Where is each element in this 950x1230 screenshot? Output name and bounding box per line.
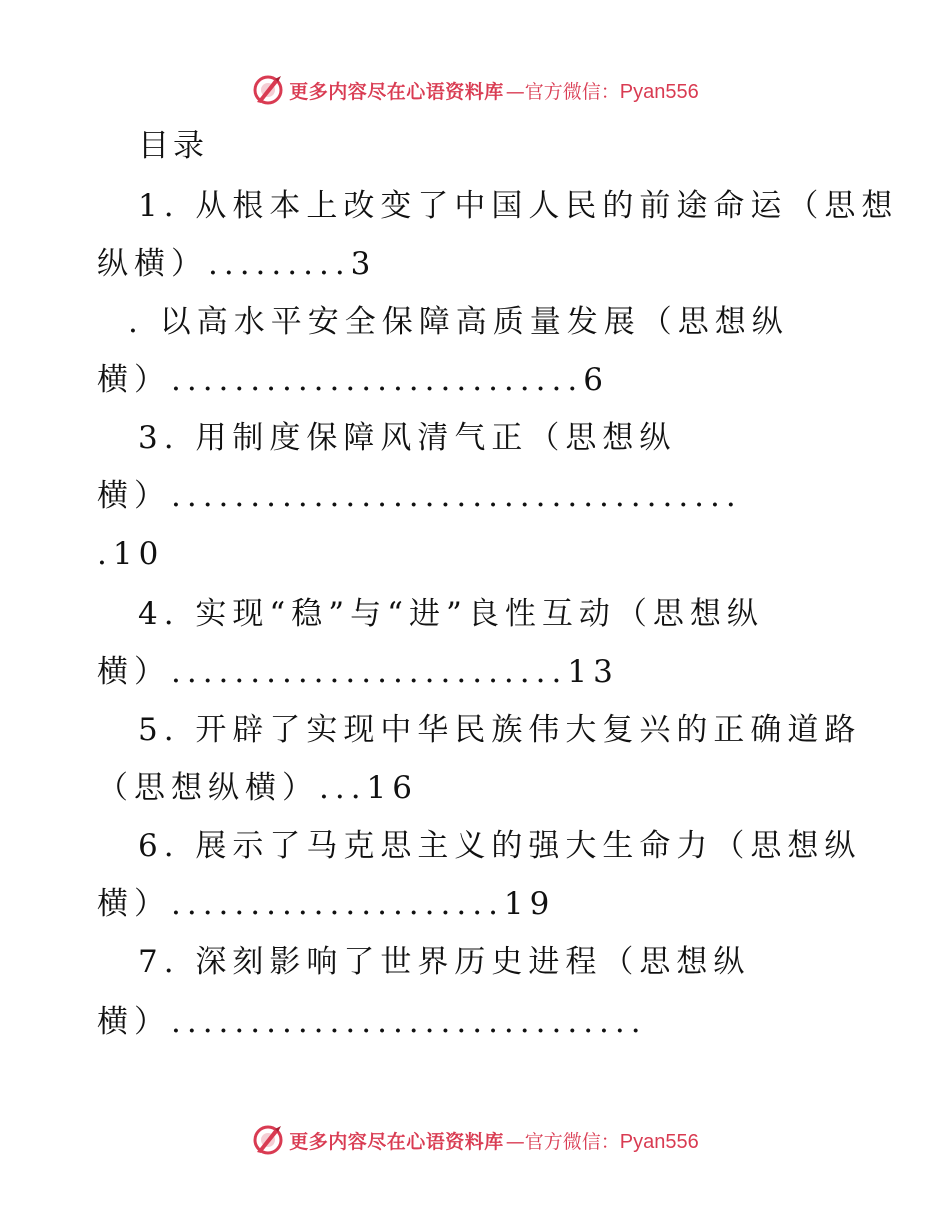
toc-line: 横）.....................19 xyxy=(97,886,556,922)
toc-line: （思想纵横）...16 xyxy=(97,770,419,806)
toc-line: 1. 从根本上改变了中国人民的前途命运（思想 xyxy=(138,188,899,224)
banner-main-text: 更多内容尽在心语资料库 xyxy=(289,1130,504,1153)
banner-wechat-id: Pyan556 xyxy=(619,1130,699,1153)
header-watermark-banner xyxy=(0,70,950,110)
toc-line: 横）..........................6 xyxy=(97,362,609,398)
toc-line: 4. 实现“稳”与“进”良性互动（思想纵 xyxy=(138,596,764,632)
banner-main-text: 更多内容尽在心语资料库 xyxy=(289,80,504,103)
toc-line: 纵横）.........3 xyxy=(97,246,377,282)
toc-line: . 以高水平安全保障高质量发展（思想纵 xyxy=(128,304,789,340)
toc-line: 横）.............................. xyxy=(97,1004,647,1040)
footer-watermark-banner xyxy=(0,1120,950,1160)
banner-wechat-label: —官方微信： xyxy=(505,1130,620,1153)
toc-line: 5. 开辟了实现中华民族伟大复兴的正确道路 xyxy=(138,712,862,748)
toc-line: 6. 展示了马克思主义的强大生命力（思想纵 xyxy=(138,828,862,864)
toc-heading: 目录 xyxy=(138,128,208,164)
toc-line: .10 xyxy=(97,536,165,572)
toc-line: 3. 用制度保障风清气正（思想纵 xyxy=(138,420,677,456)
quill-logo-icon xyxy=(251,73,285,107)
quill-logo-icon xyxy=(251,1123,285,1157)
banner-wechat-id: Pyan556 xyxy=(619,80,699,103)
toc-line: 横）.................................... xyxy=(97,478,742,514)
toc-line: 横）.........................13 xyxy=(97,654,619,690)
toc-line: 7. 深刻影响了世界历史进程（思想纵 xyxy=(138,944,751,980)
banner-wechat-label: —官方微信： xyxy=(505,80,620,103)
